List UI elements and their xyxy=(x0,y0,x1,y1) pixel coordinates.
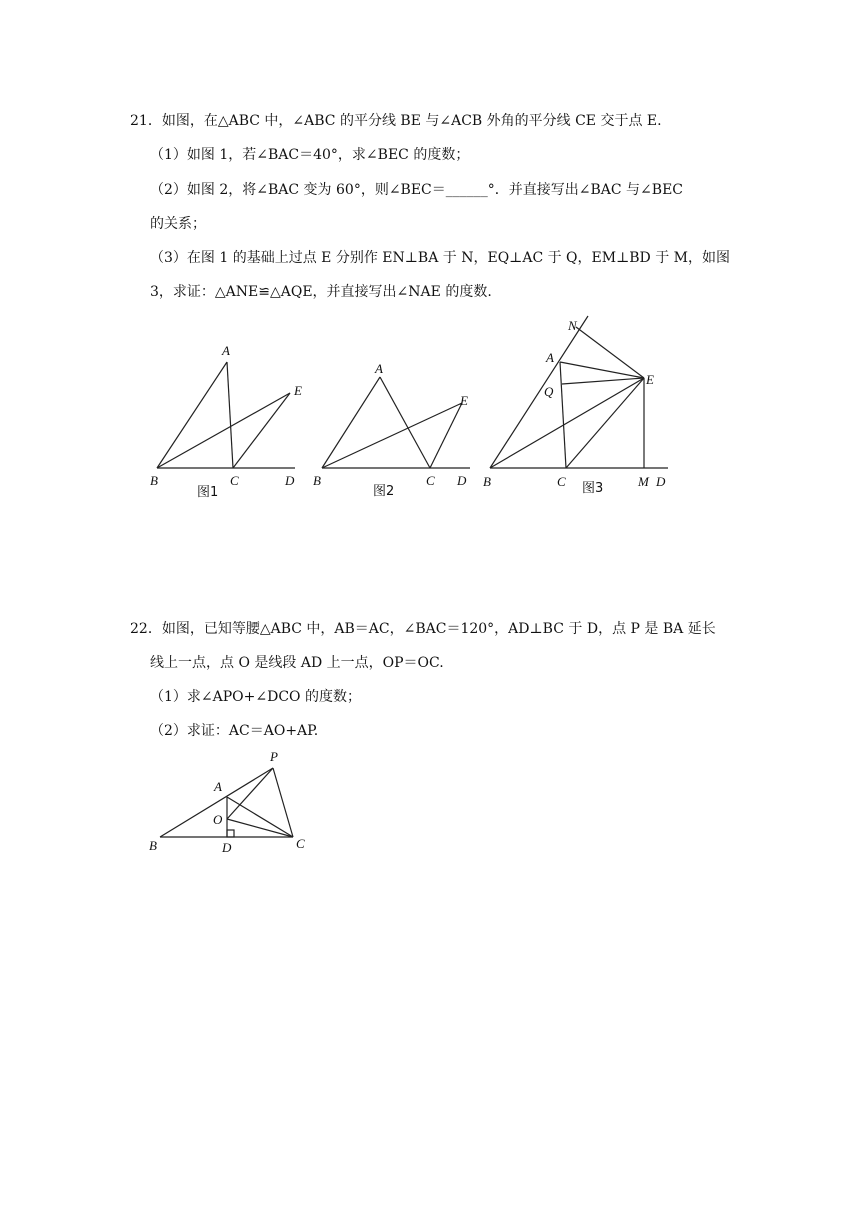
fig3-label-c: C xyxy=(557,474,566,489)
fig3-segment-en xyxy=(576,327,644,378)
fig3-segment-ae xyxy=(560,362,644,378)
q22-label-o: O xyxy=(213,812,223,827)
q22-label-a: A xyxy=(214,779,222,794)
q21-part2-line1: （2）如图 2，将∠BAC 变为 60°，则∠BEC＝______°．并直接写出∠BAC 与∠BEC xyxy=(150,182,684,198)
q21-stem: 21．如图，在△ABC 中，∠ABC 的平分线 BE 与∠ACB 外角的平分线 CE 交于点 E. xyxy=(130,113,662,129)
fig3-label-m: M xyxy=(638,474,649,489)
q21-part2-line2: 的关系； xyxy=(150,216,206,232)
fig3-segment-ac xyxy=(560,362,566,468)
figure-q22 xyxy=(140,748,320,858)
fig3-label-q: Q xyxy=(544,384,554,399)
q22-part1: （1）求∠APO+∠DCO 的度数； xyxy=(150,689,361,705)
fig1-label-d: D xyxy=(285,473,295,488)
fig2-label-b: B xyxy=(313,473,321,488)
fig3-label-b: B xyxy=(483,474,491,489)
fig3-segment-ce xyxy=(566,378,644,468)
q22-stem-line2: 线上一点，点 O 是线段 AD 上一点，OP＝OC. xyxy=(150,655,444,671)
fig1-label-a: A xyxy=(222,343,230,358)
fig1-label-c: C xyxy=(230,473,239,488)
figure-3 xyxy=(478,310,678,505)
fig1-label-e: E xyxy=(294,383,302,398)
q22-right-angle-mark xyxy=(227,830,234,837)
fig3-segment-bn xyxy=(490,316,588,468)
q22-label-d: D xyxy=(222,840,232,855)
q21-part1: （1）如图 1，若∠BAC＝40°，求∠BEC 的度数； xyxy=(150,147,470,163)
fig2-label-e: E xyxy=(460,393,468,408)
q22-stem-line1: 22．如图，已知等腰△ABC 中，AB＝AC，∠BAC＝120°，AD⊥BC 于 D，点 P 是 BA 延长 xyxy=(130,621,716,637)
fig3-label-d: D xyxy=(656,474,666,489)
figure-1 xyxy=(140,335,320,505)
q22-label-c: C xyxy=(296,836,305,851)
fig3-caption: 图3 xyxy=(582,481,604,496)
fig1-label-b: B xyxy=(150,473,158,488)
fig1-segment-ce xyxy=(233,393,290,468)
q22-part2: （2）求证：AC＝AO+AP. xyxy=(150,723,319,739)
fig2-segment-ce xyxy=(430,403,462,468)
q22-label-b: B xyxy=(149,838,157,853)
fig3-segment-eq xyxy=(562,378,644,384)
fig1-segment-ba xyxy=(157,362,227,468)
fig1-caption: 图1 xyxy=(197,485,219,500)
fig2-label-a: A xyxy=(375,361,383,376)
fig2-caption: 图2 xyxy=(373,484,395,499)
fig3-label-e: E xyxy=(646,372,654,387)
fig1-segment-ac xyxy=(227,362,233,468)
fig2-segment-ac xyxy=(380,377,430,468)
q21-part3-line2: 3，求证：△ANE≌△AQE，并直接写出∠NAE 的度数. xyxy=(150,284,492,300)
fig2-label-c: C xyxy=(426,473,435,488)
q21-part3-line1: （3）在图 1 的基础上过点 E 分别作 EN⊥BA 于 N，EQ⊥AC 于 Q，EM⊥BD 于 M，如图 xyxy=(150,250,731,266)
q22-segment-oc xyxy=(227,819,293,837)
fig1-segment-be xyxy=(157,393,290,468)
fig3-label-n: N xyxy=(568,318,577,333)
q22-label-p: P xyxy=(270,749,278,764)
fig3-label-a: A xyxy=(546,350,554,365)
fig2-label-d: D xyxy=(457,473,467,488)
figure-2 xyxy=(305,355,480,505)
fig3-segment-be xyxy=(490,378,644,468)
